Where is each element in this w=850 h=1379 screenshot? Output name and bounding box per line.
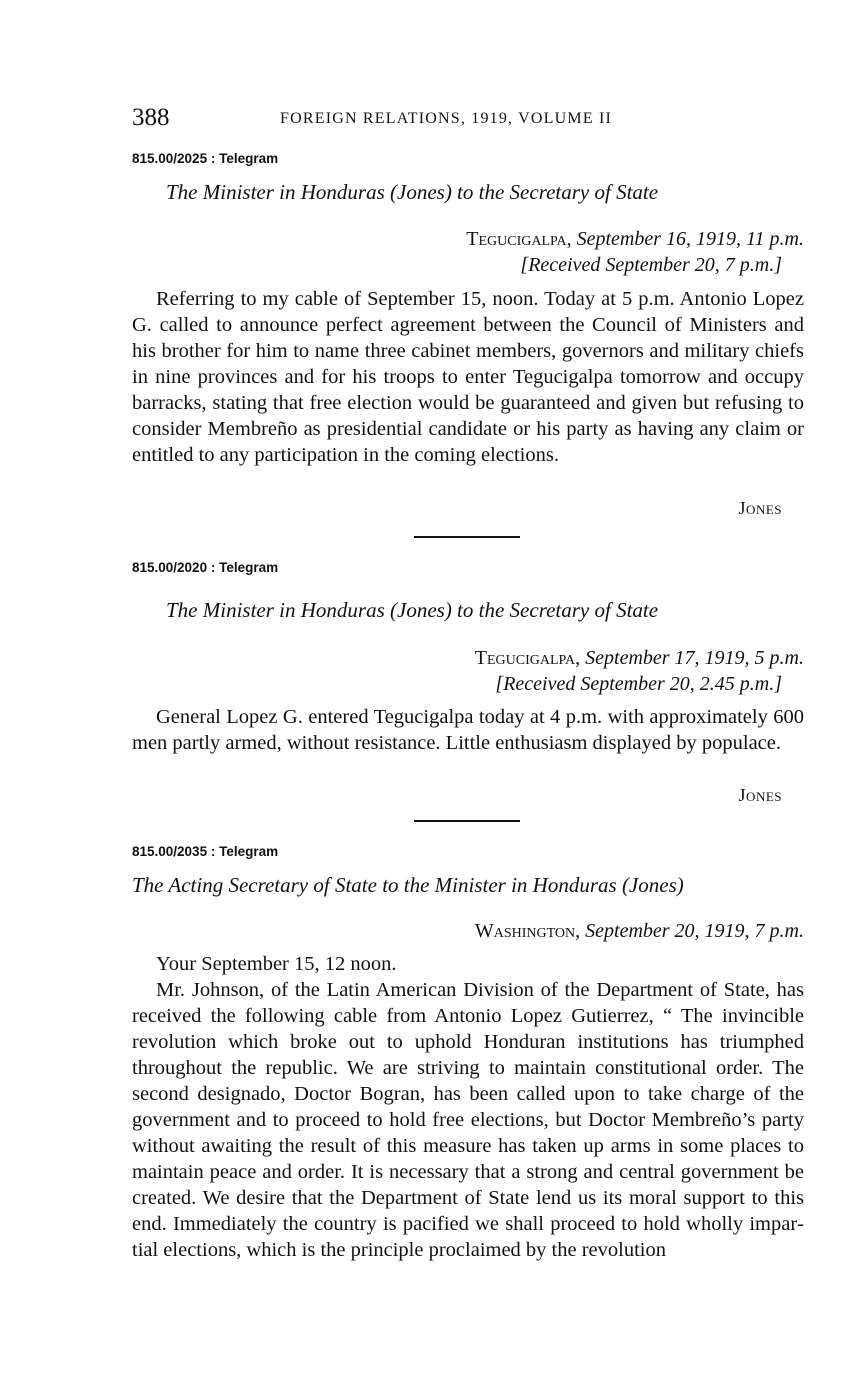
received-line	[495, 673, 782, 696]
telegram-body	[132, 704, 804, 756]
dateline-date: September 17, 1919, 5 p.m.	[580, 647, 804, 669]
file-number: 815.00/2035 : Telegram	[132, 844, 279, 859]
dateline-place: Tegucigalpa,	[474, 647, 581, 669]
received-date: [Received September 20, 2.45 p.m.]	[495, 673, 782, 695]
document-title: The Minister in Honduras (Jones) to the Secretary of State	[166, 180, 659, 204]
dateline-date: September 20, 1919, 7 p.m.	[580, 920, 804, 942]
signature: Jones	[738, 785, 782, 805]
file-number: 815.00/2025 : Telegram	[132, 151, 279, 166]
received-date: [Received September 20, 7 p.m.]	[520, 254, 782, 276]
document-title: The Minister in Honduras (Jones) to the Secretary of State	[166, 598, 659, 622]
body-paragraph: Your September 15, 12 noon.	[156, 953, 397, 975]
section-divider	[414, 536, 520, 538]
page-header	[132, 104, 804, 134]
dateline	[475, 920, 804, 943]
dateline-place: Washington,	[474, 920, 581, 942]
dateline	[466, 228, 804, 251]
page-number: 388	[132, 104, 170, 131]
running-head: FOREIGN RELATIONS, 1919, VOLUME II	[280, 110, 613, 127]
telegram-body	[132, 951, 804, 1263]
dateline-place: Tegucigalpa,	[466, 228, 572, 250]
dateline	[475, 647, 804, 670]
document-title: The Acting Secretary of State to the Minister in Honduras (Jones)	[132, 873, 684, 897]
telegram-body	[132, 286, 804, 468]
dateline-date: September 16, 1919, 11 p.m.	[571, 228, 804, 250]
body-paragraph: General Lopez G. entered Tegucigalpa today at 4 p.m. with approximately 600 men partly armed, without resistance. Little enthusiasm displayed by populace.	[132, 706, 804, 754]
received-line	[520, 254, 782, 277]
signature: Jones	[738, 498, 782, 518]
section-divider	[414, 820, 520, 822]
file-number: 815.00/2020 : Telegram	[132, 560, 279, 575]
body-paragraph: Referring to my cable of September 15, noon. Today at 5 p.m. Antonio Lopez G. called to announce perfect agreement between the Council of Ministers and his brother for him to name three cabinet members, governors and military chiefs in nine provinces and for his troops to enter Tegucigalpa tomorrow and occupy barracks, stating that free election would be guaranteed and given but refusing to consider Membreño as presidential candidate or his party as having any claim or entitled to any participation in the coming elections.	[132, 288, 804, 466]
body-paragraph: Mr. Johnson, of the Latin American Division of the Department of State, has received the following cable from Antonio Lopez Gutierrez, “ The invincible revolution which broke out to uphold Honduran institutions has triumphed throughout the republic. We are striving to maintain constitutional order. The second designado, Doctor Bogran, has been called upon to take charge of the government and to proceed to hold free elections, but Doctor Membreño’s party without awaiting the result of this measure has taken up arms in some places to maintain peace and order. It is necessary that a strong and central government be created. We desire that the Department of State lend us its moral support to this end. Immediately the country is pacified we shall proceed to hold wholly impartial elections, which is the principle proclaimed by the revolution	[132, 979, 804, 1261]
